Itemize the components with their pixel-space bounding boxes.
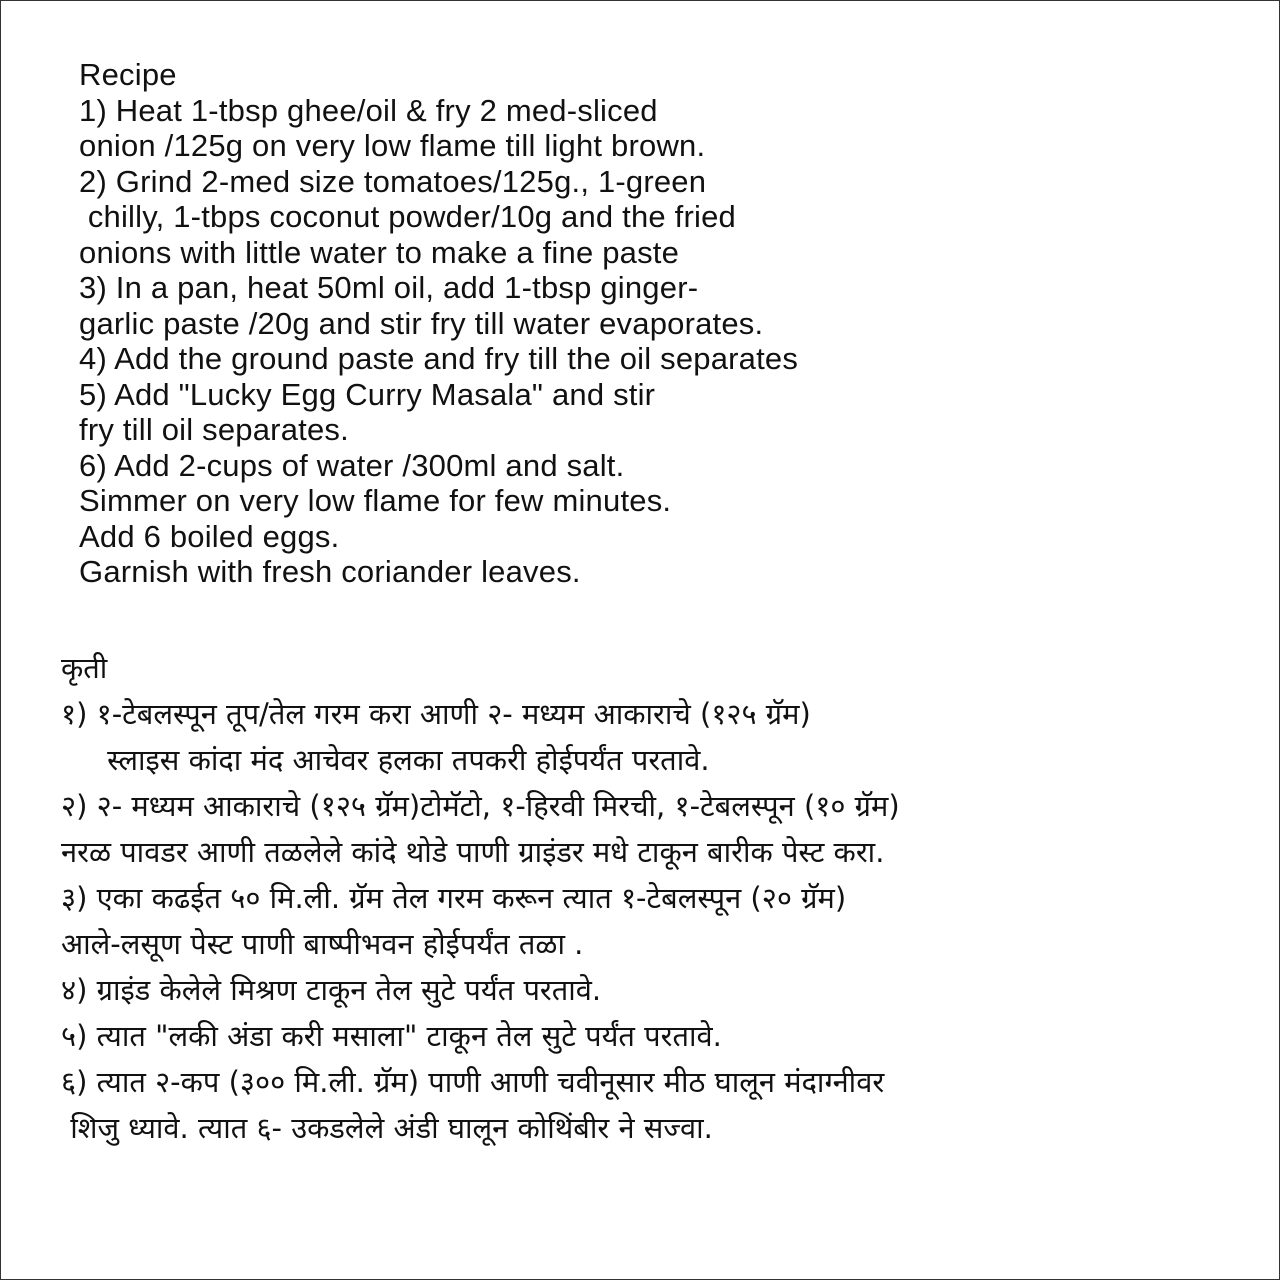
english-step-line: onion /125g on very low flame till light brown. — [79, 128, 706, 163]
english-recipe-title: Recipe — [79, 57, 177, 92]
english-step-line: 4) Add the ground paste and fry till the oil separates — [79, 341, 799, 376]
marathi-step-line: १) १-टेबलस्पून तूप/तेल गरम करा आणी २- मध्यम आकाराचे (१२५ ग्रॅम) — [61, 697, 811, 731]
marathi-step-line: आले-लसूण पेस्ट पाणी बाष्पीभवन होईपर्यंत तळा . — [61, 927, 584, 961]
english-step-line: garlic paste /20g and stir fry till water evaporates. — [79, 305, 764, 341]
english-step-line: fry till oil separates. — [79, 412, 349, 447]
english-step-line: Simmer on very low flame for few minutes. — [79, 483, 672, 518]
marathi-recipe-title: कृती — [61, 651, 108, 685]
marathi-step-line: ४) ग्राइंड केलेले मिश्रण टाकून तेल सुटे पर्यंत परतावे. — [61, 973, 602, 1007]
marathi-step-line: नरळ पावडर आणी तळलेले कांदे थोडे पाणी ग्राइंडर मधे टाकून बारीक पेस्ट करा. — [61, 835, 885, 869]
marathi-step-line: ६) त्यात २-कप (३०० मि.ली. ग्रॅम) पाणी आणी चवीनूसार मीठ घालून मंदाग्नीवर — [61, 1065, 885, 1099]
marathi-step-line: स्लाइस कांदा मंद आचेवर हलका तपकरी होईपर्यंत परतावे. — [61, 743, 710, 777]
marathi-recipe-section — [61, 645, 1241, 1151]
english-step-line: Garnish with fresh coriander leaves. — [79, 554, 581, 589]
english-step-line: 1) Heat 1-tbsp ghee/oil & fry 2 med-sliced — [79, 92, 658, 128]
marathi-step-line: शिजु ध्यावे. त्यात ६- उकडलेले अंडी घालून कोथिंबीर ने सज्वा. — [61, 1111, 713, 1145]
english-step-line: chilly, 1-tbps coconut powder/10g and the fried — [79, 199, 736, 234]
english-step-line: 2) Grind 2-med size tomatoes/125g., 1-green — [79, 163, 707, 199]
english-step-line: onions with little water to make a fine paste — [79, 234, 680, 270]
english-step-line: Add 6 boiled eggs. — [79, 518, 340, 554]
english-step-line: 3) In a pan, heat 50ml oil, add 1-tbsp ginger- — [79, 270, 699, 305]
english-recipe-section — [79, 57, 1229, 590]
english-step-line: 6) Add 2-cups of water /300ml and salt. — [79, 447, 625, 483]
english-step-line: 5) Add "Lucky Egg Curry Masala" and stir — [79, 376, 656, 412]
marathi-step-line: २) २- मध्यम आकाराचे (१२५ ग्रॅम)टोमॅटो, १-हिरवी मिरची, १-टेबलस्पून (१० ग्रॅम) — [61, 789, 900, 823]
marathi-step-line: ५) त्यात "लकी अंडा करी मसाला" टाकून तेल सुटे पर्यंत परतावे. — [61, 1019, 722, 1053]
marathi-step-line: ३) एका कढईत ५० मि.ली. ग्रॅम तेल गरम करून त्यात १-टेबलस्पून (२० ग्रॅम) — [61, 881, 847, 915]
